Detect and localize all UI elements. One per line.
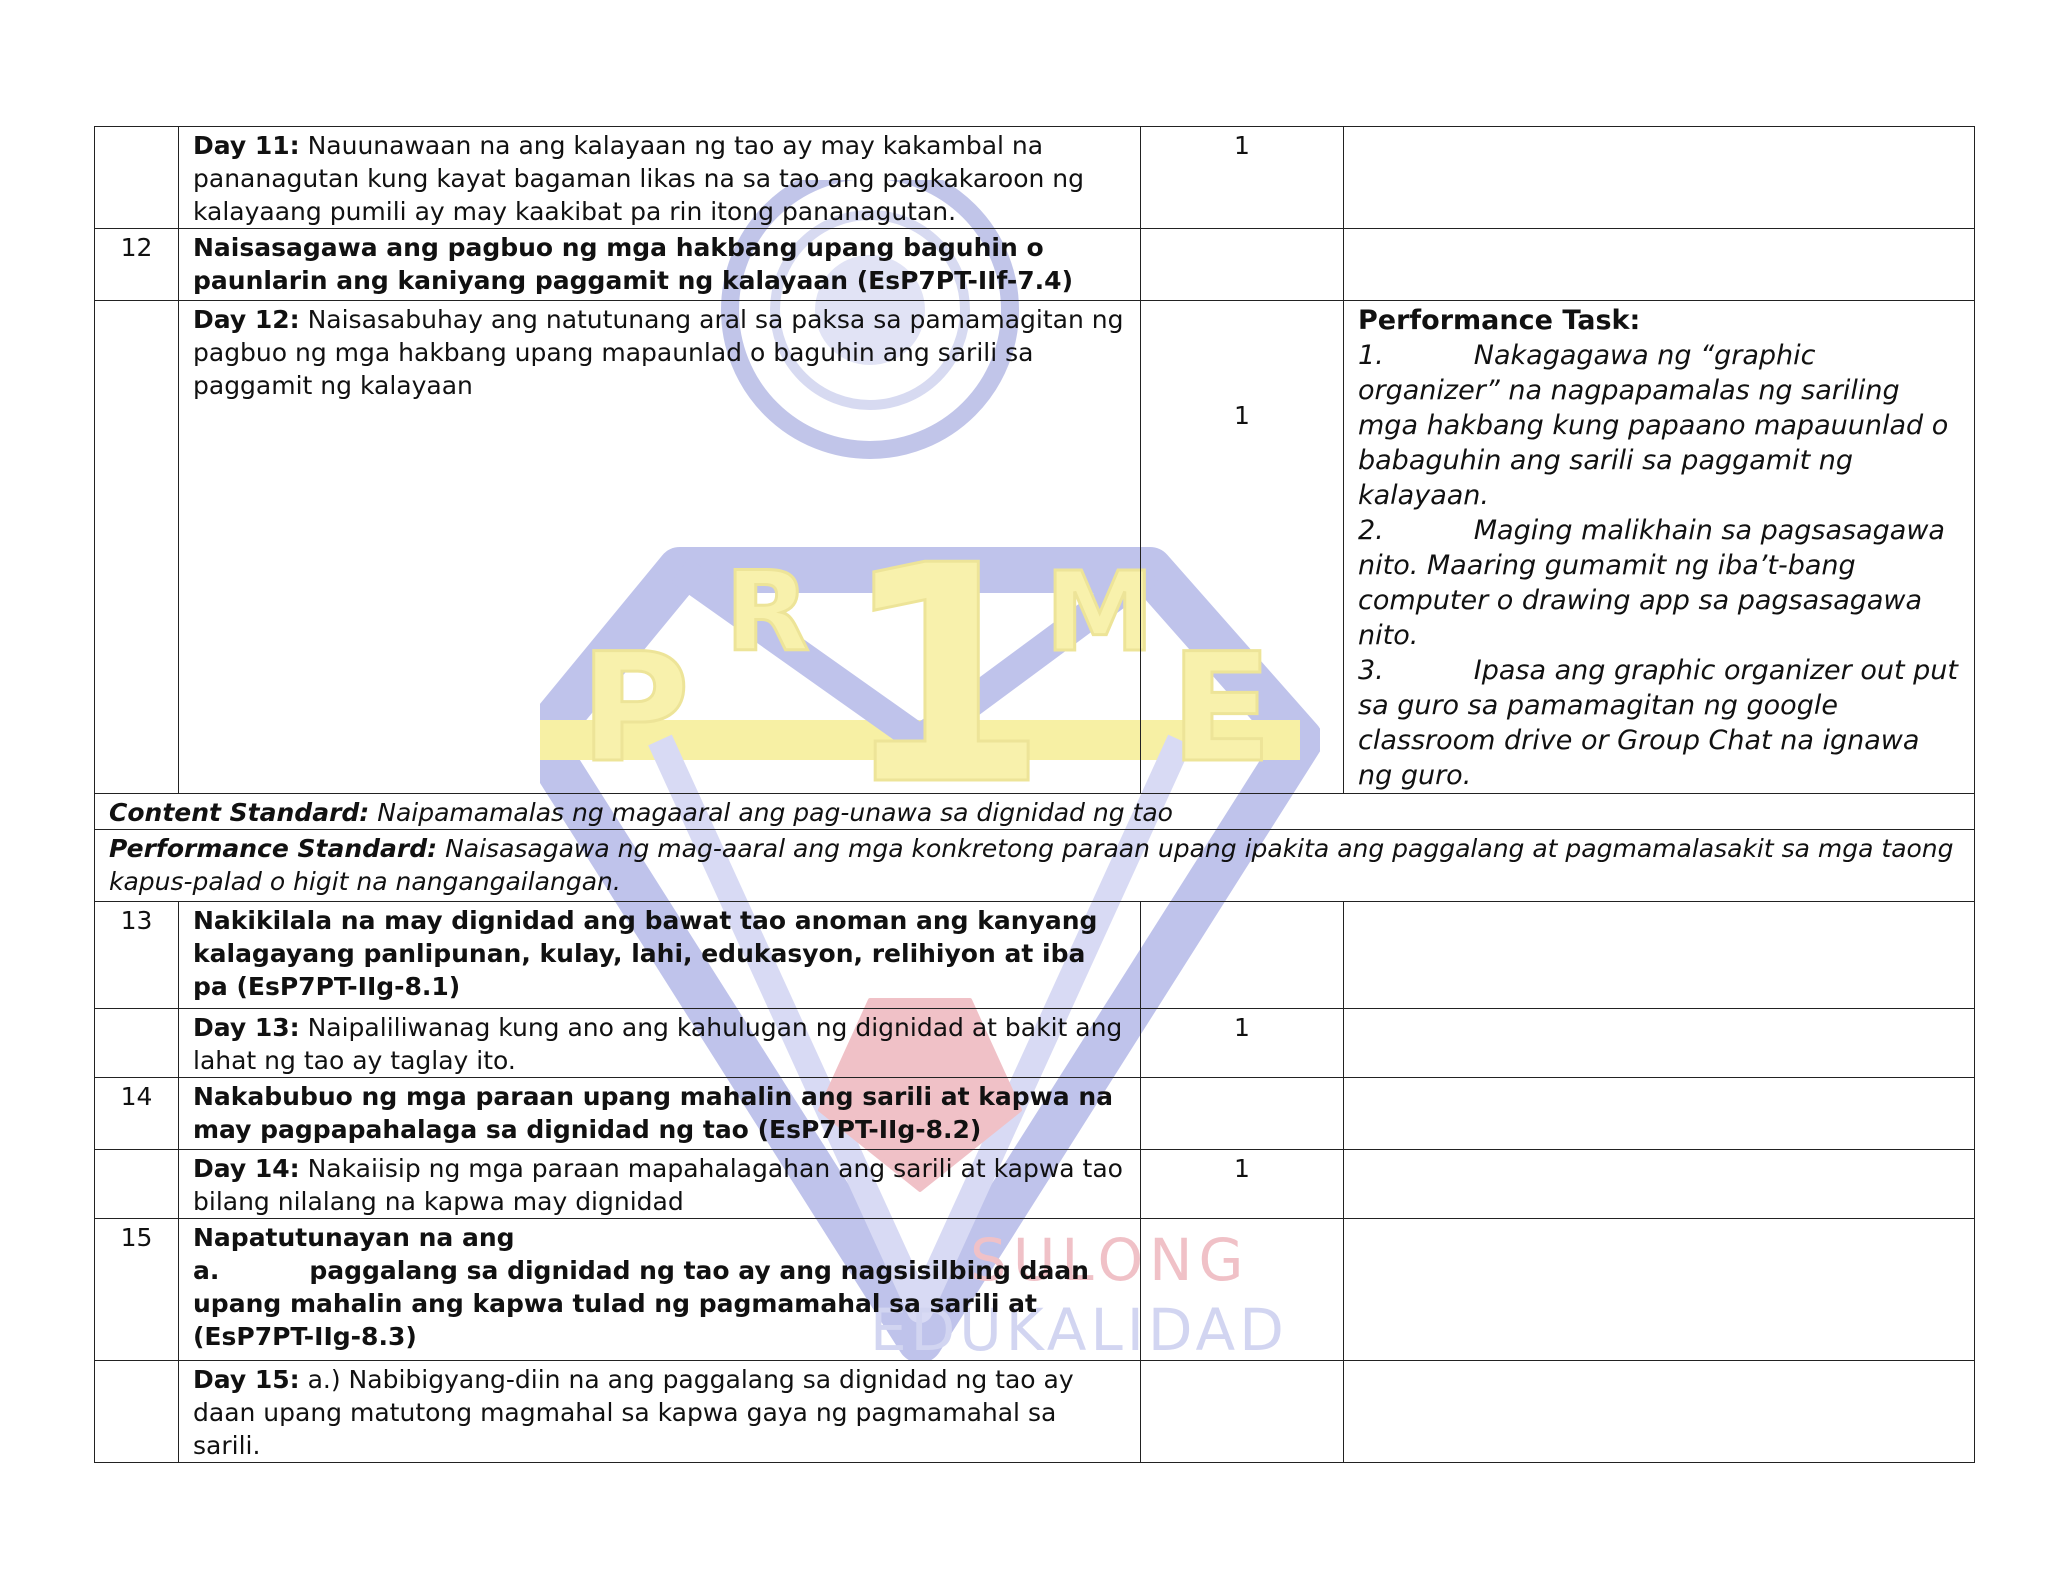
units-cell: [1141, 229, 1344, 301]
day-label: Day 15:: [193, 1365, 300, 1394]
day-text: Naisasabuhay ang natutunang aral sa paksa sa pamamagitan ng pagbuo ng mga hakbang upang mapaunlad o baguhin ang sarili sa paggamit ng kalayaan: [193, 305, 1124, 400]
task-text: Nakagagawa ng “graphic organizer” na nagpapamalas ng sariling mga hakbang kung papaano mapauunlad o babaguhin ang sarili sa paggamit ng kalayaan.: [1358, 340, 1949, 511]
table-row: [95, 1150, 1975, 1219]
competency-text: paggalang sa dignidad ng tao ay ang nagsisilbing daan upang mahalin ang kapwa tulad ng pagmamahal sa sarili at (EsP7PT-IIg-8.3): [193, 1256, 1089, 1351]
lc-number: 15: [120, 1223, 153, 1252]
lc-number: 14: [120, 1082, 153, 1111]
num-cell: [95, 902, 179, 1009]
remarks-cell: [1344, 1009, 1975, 1078]
watermark-letter-m: M: [1045, 548, 1155, 676]
day-label: Day 14:: [193, 1154, 300, 1183]
competency-cell: [179, 1078, 1141, 1150]
watermark-letter-1: 1: [840, 502, 1049, 851]
lc-number: 12: [120, 233, 153, 262]
performance-task-cell: [1344, 301, 1975, 794]
units-value: 1: [1234, 401, 1250, 430]
num-cell: [95, 1078, 179, 1150]
remarks-cell: [1344, 902, 1975, 1009]
units-cell: [1141, 301, 1344, 794]
watermark-letter-p: P: [580, 622, 690, 796]
table-row: [95, 902, 1975, 1009]
competency-cell: [179, 229, 1141, 301]
content-standard-text: Naipamamalas ng magaaral ang pag-unawa sa dignidad ng tao: [369, 798, 1173, 827]
task-item: [1358, 513, 1960, 653]
task-number: 2.: [1358, 515, 1384, 546]
day-text: Naipaliliwanag kung ano ang kahulugan ng dignidad at bakit ang lahat ng tao ay taglay ito.: [193, 1013, 1123, 1075]
performance-standard-colon: :: [427, 834, 438, 863]
table-row: [95, 794, 1975, 830]
lesson-table: [94, 126, 1975, 1463]
task-number: 3.: [1358, 655, 1384, 686]
units-value: 1: [1234, 1154, 1250, 1183]
units-cell: [1141, 1150, 1344, 1219]
remarks-cell: [1344, 229, 1975, 301]
watermark-letter-e: E: [1170, 622, 1273, 796]
watermark-letter-r: R: [725, 548, 810, 676]
units-cell: [1141, 1219, 1344, 1361]
competency-intro: Napatutunayan na ang: [193, 1223, 515, 1252]
num-cell: [95, 1361, 179, 1463]
watermark-sulong: SULONG: [970, 1226, 1250, 1294]
table-row: [95, 127, 1975, 229]
units-cell: [1141, 1009, 1344, 1078]
competency-cell: [179, 902, 1141, 1009]
performance-standard-label: Performance Standard: [109, 834, 428, 863]
remarks-cell: [1344, 1078, 1975, 1150]
day-label: Day 13:: [193, 1013, 300, 1042]
remarks-cell: [1344, 1361, 1975, 1463]
table-row: [95, 1219, 1975, 1361]
day-cell: [179, 127, 1141, 229]
table-row: [95, 1009, 1975, 1078]
num-cell: [95, 301, 179, 794]
competency-text: Nakikilala na may dignidad ang bawat tao anoman ang kanyang kalagayang panlipunan, kulay, lahi, edukasyon, relihiyon at iba pa (EsP7PT-IIg-8.1): [193, 906, 1098, 1001]
competency-cell: [179, 1219, 1141, 1361]
units-cell: [1141, 1361, 1344, 1463]
table-row: [95, 1361, 1975, 1463]
day-text: Nakaiisip ng mga paraan mapahalagahan ang sarili at kapwa tao bilang nilalang na kapwa may dignidad: [193, 1154, 1123, 1216]
competency-text: Nakabubuo ng mga paraan upang mahalin ang sarili at kapwa na may pagpapahalaga sa dignidad ng tao (EsP7PT-IIg-8.2): [193, 1082, 1114, 1144]
num-cell: [95, 127, 179, 229]
num-cell: [95, 1219, 179, 1361]
num-cell: [95, 1009, 179, 1078]
remarks-cell: [1344, 1219, 1975, 1361]
content-standard-label: Content Standard:: [109, 798, 370, 827]
performance-standard-text: Naisasagawa ng mag-aaral ang mga konkretong paraan upang ipakita ang paggalang at pagmamalasakit sa mga taong kapus-palad o higit na nangangailangan.: [109, 834, 1954, 896]
content-standard-cell: [95, 794, 1975, 830]
watermark-edukalidad: EDUKALIDAD: [870, 1296, 1288, 1360]
day-label: Day 12:: [193, 305, 300, 334]
table-row: [95, 830, 1975, 902]
day-text: Nauunawaan na ang kalayaan ng tao ay may kakambal na pananagutan kung kayat bagaman likas na sa tao ang pagkakaroon ng kalayaang pumili ay may kaakibat pa rin itong pananagutan.: [193, 131, 1084, 226]
remarks-cell: [1344, 127, 1975, 229]
day-cell: [179, 1361, 1141, 1463]
task-number: 1.: [1358, 340, 1384, 371]
performance-task-title: Performance Task:: [1358, 305, 1641, 336]
task-text: Ipasa ang graphic organizer out put sa guro sa pamamagitan ng google classroom drive or Group Chat na ignawa ng guro.: [1358, 655, 1958, 791]
task-item: [1358, 653, 1960, 793]
table-row: [95, 1078, 1975, 1150]
task-text: Maging malikhain sa pagsasagawa nito. Maaring gumamit ng iba’t-bang computer o drawing app sa pagsasagawa nito.: [1358, 515, 1945, 651]
competency-text: Naisasagawa ang pagbuo ng mga hakbang upang baguhin o paunlarin ang kaniyang paggamit ng kalayaan (EsP7PT-IIf-7.4): [193, 233, 1074, 295]
day-text: a.) Nabibigyang-diin na ang paggalang sa dignidad ng tao ay daan upang matutong magmahal sa kapwa gaya ng pagmamahal sa sarili.: [193, 1365, 1074, 1460]
units-cell: [1141, 127, 1344, 229]
day-cell: [179, 1009, 1141, 1078]
table-row: [95, 301, 1975, 794]
units-value: 1: [1234, 131, 1250, 160]
lc-number: 13: [120, 906, 153, 935]
performance-standard-cell: [95, 830, 1975, 902]
units-cell: [1141, 902, 1344, 1009]
units-value: 1: [1234, 1013, 1250, 1042]
day-cell: [179, 301, 1141, 794]
num-cell: [95, 1150, 179, 1219]
remarks-cell: [1344, 1150, 1975, 1219]
task-item: [1358, 338, 1960, 513]
day-cell: [179, 1150, 1141, 1219]
competency-item-marker: a.: [193, 1256, 220, 1285]
day-label: Day 11:: [193, 131, 300, 160]
num-cell: [95, 229, 179, 301]
units-cell: [1141, 1078, 1344, 1150]
table-row: [95, 229, 1975, 301]
